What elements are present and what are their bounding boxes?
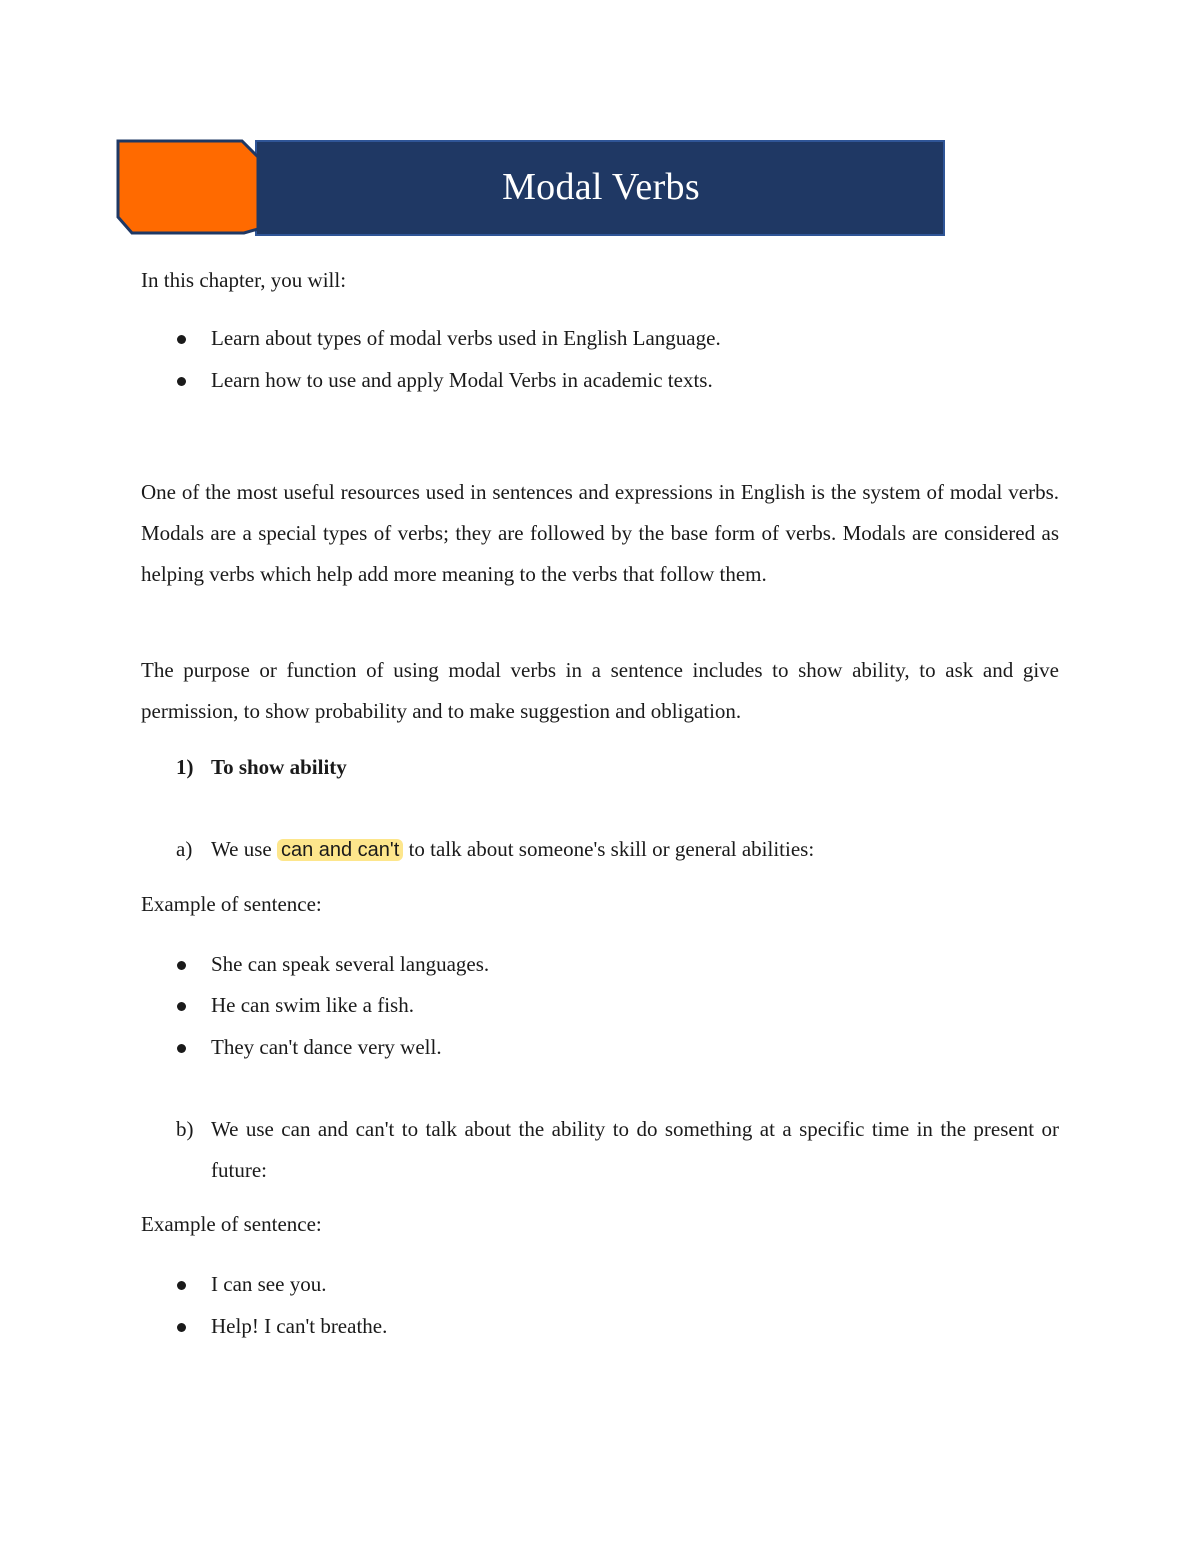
section-heading: To show ability — [211, 755, 347, 779]
intro-paragraph: One of the most useful resources used in sentences and expressions in English is the system of modal verbs. Modals are a special types of verbs; they are followed by the base form of verbs. Modals are considered as helping verbs which help add more meaning to the verbs that follow them. — [141, 480, 1059, 586]
page-title: Modal Verbs — [502, 166, 700, 208]
highlighted-phrase: can and can't — [277, 839, 403, 861]
point-b-label: b) — [176, 1117, 194, 1141]
point-a-text — [211, 829, 814, 871]
bullet-icon — [177, 961, 186, 970]
example-item: I can see you. — [211, 1272, 327, 1296]
intro-lead: In this chapter, you will: — [141, 268, 347, 292]
example-item: She can speak several languages. — [211, 952, 490, 976]
bullet-icon — [177, 335, 186, 344]
example-item: They can't dance very well. — [211, 1035, 442, 1059]
bullet-icon — [177, 1281, 186, 1290]
point-a-before: We use — [211, 837, 272, 861]
purpose-paragraph: The purpose or function of using modal verbs in a sentence includes to show ability, to ask and give permission, to show probability and to make suggestion and obligation. — [141, 658, 1059, 723]
example-label: Example of sentence: — [141, 892, 322, 916]
objective-item: Learn how to use and apply Modal Verbs in academic texts. — [211, 368, 713, 392]
banner-accent-tab — [118, 141, 258, 233]
point-b-text: We use can and can't to talk about the ability to do something at a specific time in the present or future: — [211, 1117, 1059, 1182]
point-a-after: to talk about someone's skill or general abilities: — [408, 837, 815, 861]
bullet-icon — [177, 377, 186, 386]
example-item: Help! I can't breathe. — [211, 1314, 388, 1338]
example-label: Example of sentence: — [141, 1212, 322, 1236]
section-number: 1) — [176, 755, 194, 779]
bullet-icon — [177, 1002, 186, 1011]
bullet-icon — [177, 1323, 186, 1332]
objective-item: Learn about types of modal verbs used in English Language. — [211, 326, 721, 350]
example-item: He can swim like a fish. — [211, 993, 414, 1017]
chapter-title-banner — [116, 139, 946, 239]
point-a-label: a) — [176, 837, 193, 861]
bullet-icon — [177, 1044, 186, 1053]
